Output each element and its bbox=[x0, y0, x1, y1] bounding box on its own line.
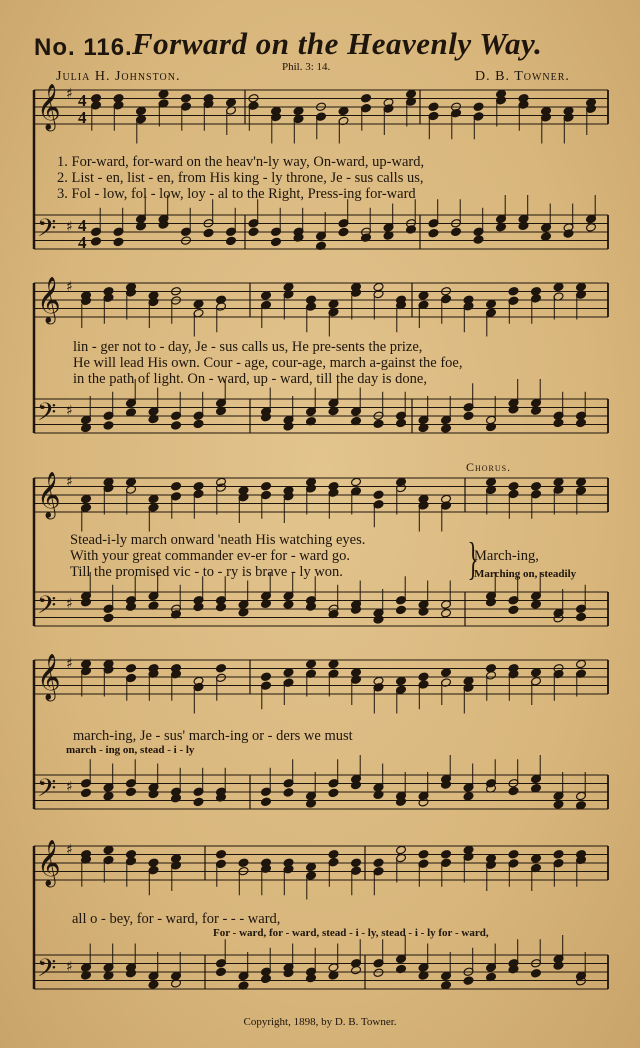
note-head bbox=[306, 862, 317, 872]
note-head bbox=[418, 291, 429, 301]
note-head bbox=[441, 668, 452, 678]
note-head bbox=[576, 477, 587, 487]
note-head bbox=[396, 845, 407, 855]
note-head bbox=[361, 93, 372, 103]
note-head bbox=[441, 424, 452, 434]
chorus-small-lyric: Marching on, steadily bbox=[474, 568, 577, 580]
treble-clef: 𝄞 bbox=[37, 84, 61, 130]
note-head bbox=[261, 481, 272, 491]
note-head bbox=[226, 236, 237, 246]
note-head bbox=[586, 223, 597, 233]
note-head bbox=[158, 89, 169, 99]
note-head bbox=[531, 854, 542, 864]
note-head bbox=[261, 797, 272, 807]
note-head bbox=[531, 969, 542, 979]
note-head bbox=[473, 235, 484, 245]
note-head bbox=[271, 237, 282, 247]
lyric-line: Till the promised vic - to - ry is brave - ly won. bbox=[70, 564, 343, 580]
note-head bbox=[193, 797, 204, 807]
note-head bbox=[441, 608, 452, 618]
note-head bbox=[216, 602, 227, 612]
key-signature-sharp: ♯ bbox=[66, 403, 73, 419]
note-head bbox=[531, 668, 542, 678]
bass-clef: 𝄢 bbox=[37, 591, 57, 626]
key-signature-sharp: ♯ bbox=[66, 219, 73, 235]
note-head bbox=[396, 418, 407, 428]
note-head bbox=[248, 227, 259, 237]
key-signature-sharp: ♯ bbox=[66, 656, 73, 672]
note-head bbox=[148, 980, 159, 990]
note-head bbox=[193, 481, 204, 491]
note-head bbox=[508, 286, 519, 296]
chorus-lyric: march-ing, Je - sus' march-ing or - ders we must bbox=[73, 728, 353, 744]
note-head bbox=[136, 221, 147, 231]
note-head bbox=[463, 792, 474, 802]
note-head bbox=[103, 845, 114, 855]
note-head bbox=[126, 663, 137, 673]
note-head bbox=[406, 89, 417, 99]
note-head bbox=[328, 299, 339, 309]
note-head bbox=[553, 477, 564, 487]
lyric-line: Stead-i-ly march onward 'neath His watching eyes. bbox=[70, 532, 366, 548]
chorus-label: Chorus. bbox=[466, 460, 512, 474]
note-head bbox=[428, 102, 439, 112]
lyric-line: lin - ger not to - day, Je - sus calls us, He pre-sents the prize, bbox=[73, 339, 423, 355]
note-head bbox=[171, 421, 182, 431]
note-head bbox=[226, 98, 237, 108]
note-head bbox=[103, 613, 114, 623]
note-head bbox=[261, 291, 272, 301]
key-signature-sharp: ♯ bbox=[66, 474, 73, 490]
chorus-small-lyric: march - ing on, stead - i - ly bbox=[66, 744, 195, 756]
note-head bbox=[553, 418, 564, 428]
key-signature-sharp: ♯ bbox=[66, 842, 73, 858]
note-head bbox=[428, 228, 439, 238]
note-head bbox=[91, 237, 102, 247]
composer-credit: D. B. Towner. bbox=[475, 69, 570, 84]
key-signature-sharp: ♯ bbox=[66, 279, 73, 295]
bass-clef: 𝄢 bbox=[37, 774, 57, 809]
chorus-lyric: all o - bey, for - ward, for - - - ward, bbox=[72, 911, 281, 927]
note-head bbox=[103, 421, 114, 431]
note-head bbox=[531, 481, 542, 491]
note-head bbox=[283, 788, 294, 798]
note-head bbox=[351, 965, 362, 975]
lyric-line: 1. For-ward, for-ward on the heav'n-ly way, On-ward, up-ward, bbox=[57, 154, 425, 170]
copyright-notice: Copyright, 1898, by D. B. Towner. bbox=[243, 1016, 397, 1028]
note-head bbox=[531, 600, 542, 610]
verse-brace: } bbox=[467, 533, 479, 584]
note-head bbox=[351, 858, 362, 868]
key-signature-sharp: ♯ bbox=[66, 959, 73, 975]
note-head bbox=[473, 102, 484, 112]
note-head bbox=[203, 228, 214, 238]
note-head bbox=[486, 477, 497, 487]
note-head bbox=[283, 600, 294, 610]
note-head bbox=[193, 602, 204, 612]
key-signature-sharp: ♯ bbox=[66, 86, 73, 102]
note-head bbox=[306, 659, 317, 669]
note-head bbox=[261, 672, 272, 682]
note-head bbox=[576, 418, 587, 428]
note-head bbox=[463, 976, 474, 986]
author-credit: Julia H. Johnston. bbox=[56, 69, 181, 84]
note-head bbox=[541, 232, 552, 242]
note-head bbox=[216, 663, 227, 673]
lyric-line: in the path of light. On - ward, up - ward, till the day is done, bbox=[73, 371, 427, 387]
time-signature: 4 bbox=[78, 108, 87, 127]
time-signature: 4 bbox=[78, 216, 87, 235]
note-head bbox=[261, 974, 272, 984]
note-head bbox=[373, 490, 384, 500]
note-head bbox=[103, 791, 114, 801]
note-head bbox=[373, 968, 384, 978]
time-signature: 4 bbox=[78, 233, 87, 252]
note-head bbox=[238, 858, 249, 868]
note-head bbox=[283, 668, 294, 678]
lyric-line: 2. List - en, list - en, from His king - ly throne, Je - sus calls us, bbox=[57, 170, 424, 186]
chorus-small-lyric: For - ward, for - ward, stead - i - ly, stead - i - ly for - ward, bbox=[213, 927, 489, 939]
note-head bbox=[373, 419, 384, 429]
note-head bbox=[171, 481, 182, 491]
treble-clef: 𝄞 bbox=[37, 277, 61, 323]
note-head bbox=[193, 299, 204, 309]
treble-clef: 𝄞 bbox=[37, 654, 61, 700]
hymn-title: Forward on the Heavenly Way. bbox=[132, 26, 543, 61]
chorus-lyric: March-ing, bbox=[474, 548, 539, 564]
note-head bbox=[463, 411, 474, 421]
note-head bbox=[328, 788, 339, 798]
note-head bbox=[373, 790, 384, 800]
note-head bbox=[576, 612, 587, 622]
key-signature-sharp: ♯ bbox=[66, 779, 73, 795]
lyric-line: With your great commander ev-er for - ward go. bbox=[70, 548, 351, 564]
note-head bbox=[396, 605, 407, 615]
note-head bbox=[576, 282, 587, 292]
lyric-line: He will lead His own. Cour - age, cour-age, march a-gainst the foe, bbox=[73, 355, 463, 371]
note-head bbox=[373, 858, 384, 868]
note-head bbox=[216, 849, 227, 859]
note-head bbox=[553, 282, 564, 292]
note-head bbox=[351, 477, 362, 487]
treble-clef: 𝄞 bbox=[37, 472, 61, 518]
note-head bbox=[81, 494, 92, 504]
treble-clef: 𝄞 bbox=[37, 840, 61, 886]
note-head bbox=[486, 422, 497, 432]
note-head bbox=[293, 106, 304, 116]
bass-clef: 𝄢 bbox=[37, 398, 57, 433]
note-head bbox=[508, 786, 519, 796]
note-head bbox=[126, 477, 137, 487]
note-head bbox=[193, 419, 204, 429]
note-head bbox=[508, 605, 519, 615]
lyric-line: 3. Fol - low, fol - low, loy - al to the Right, Press-ing for-ward bbox=[57, 186, 416, 202]
time-signature: 4 bbox=[78, 91, 87, 110]
note-head bbox=[553, 800, 564, 810]
note-head bbox=[338, 227, 349, 237]
hymn-number: No. 116. bbox=[34, 34, 133, 61]
note-head bbox=[181, 93, 192, 103]
note-head bbox=[508, 481, 519, 491]
key-signature-sharp: ♯ bbox=[66, 596, 73, 612]
note-head bbox=[576, 659, 587, 669]
note-head bbox=[486, 299, 497, 309]
note-head bbox=[328, 849, 339, 859]
note-head bbox=[148, 494, 159, 504]
note-head bbox=[216, 967, 227, 977]
note-head bbox=[518, 221, 529, 231]
scripture-reference: Phil. 3: 14. bbox=[282, 61, 331, 73]
note-head bbox=[418, 849, 429, 859]
note-head bbox=[338, 106, 349, 116]
note-head bbox=[441, 849, 452, 859]
note-head bbox=[113, 237, 124, 247]
note-head bbox=[451, 227, 462, 237]
note-head bbox=[126, 787, 137, 797]
bass-clef: 𝄢 bbox=[37, 214, 57, 249]
note-head bbox=[553, 849, 564, 859]
note-head bbox=[81, 788, 92, 798]
note-head bbox=[418, 607, 429, 617]
note-head bbox=[136, 106, 147, 116]
note-head bbox=[396, 676, 407, 686]
bass-clef: 𝄢 bbox=[37, 954, 57, 989]
note-head bbox=[418, 672, 429, 682]
note-head bbox=[328, 659, 339, 669]
note-head bbox=[508, 849, 519, 859]
